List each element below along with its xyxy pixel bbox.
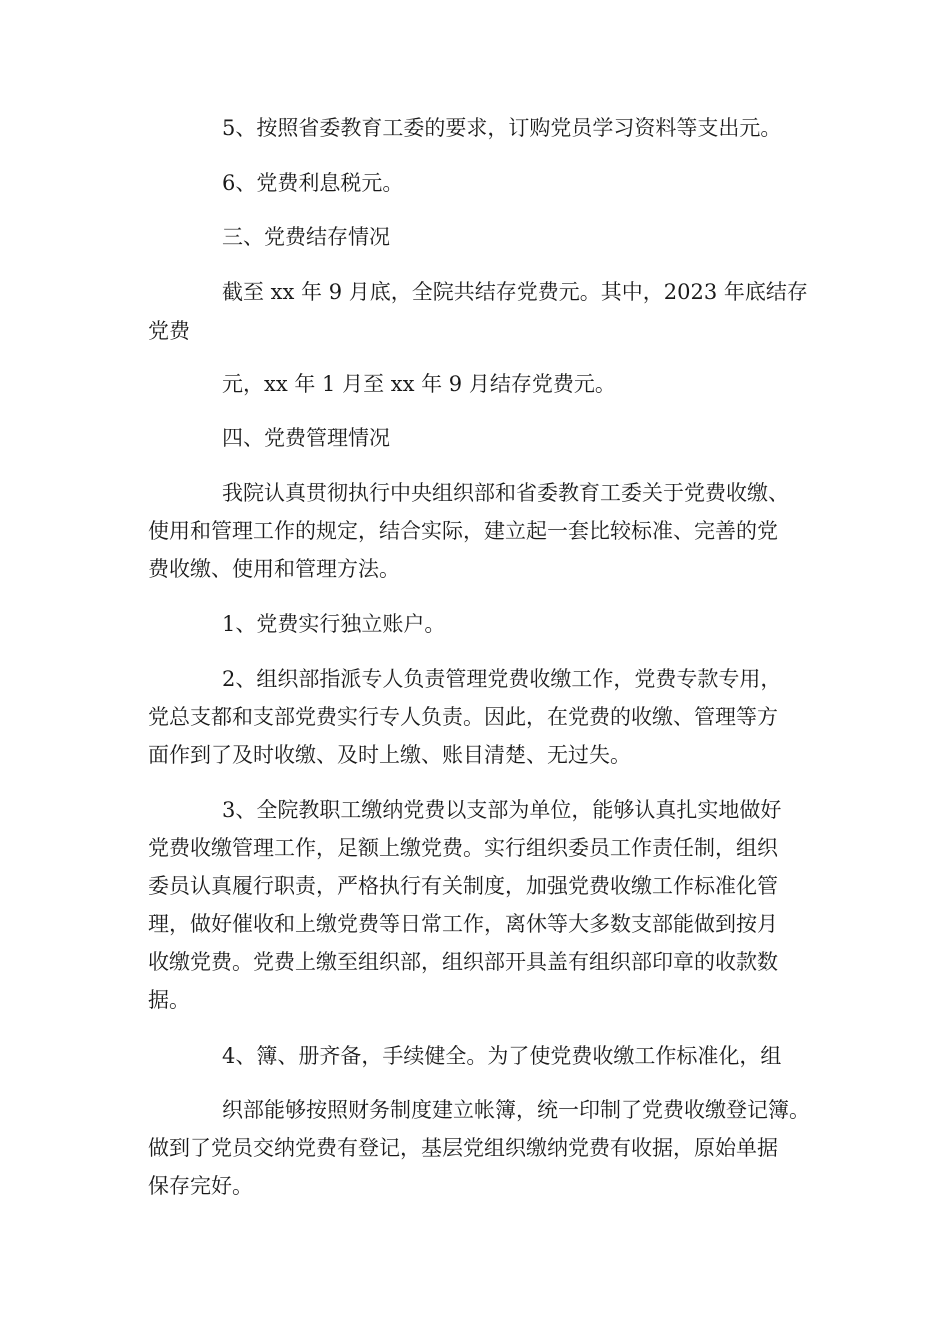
text-line: 5、按照省委教育工委的要求，订购党员学习资料等支出元。 [222, 116, 782, 140]
text-line: 党费收缴管理工作，足额上缴党费。实行组织委员工作责任制，组织 [148, 836, 778, 860]
text-line: 党费 [148, 319, 190, 343]
text-line: 元，xx 年 1 月至 xx 年 9 月结存党费元。 [222, 372, 616, 396]
text-line: 保存完好。 [148, 1174, 253, 1198]
text-line: 据。 [148, 988, 190, 1012]
text-line: 使用和管理工作的规定，结合实际，建立起一套比较标准、完善的党 [148, 519, 778, 543]
text-line: 4、簿、册齐备，手续健全。为了使党费收缴工作标准化，组 [222, 1044, 782, 1068]
text-line: 我院认真贯彻执行中央组织部和省委教育工委关于党费收缴、 [222, 481, 789, 505]
text-line: 6、党费利息税元。 [222, 171, 404, 195]
text-line: 做到了党员交纳党费有登记，基层党组织缴纳党费有收据，原始单据 [148, 1136, 778, 1160]
section-heading: 四、党费管理情况 [222, 426, 390, 450]
text-line: 党总支都和支部党费实行专人负责。因此，在党费的收缴、管理等方 [148, 705, 778, 729]
text-line: 3、全院教职工缴纳党费以支部为单位，能够认真扎实地做好 [222, 798, 782, 822]
text-line: 收缴党费。党费上缴至组织部，组织部开具盖有组织部印章的收款数 [148, 950, 778, 974]
text-line: 理，做好催收和上缴党费等日常工作，离休等大多数支部能做到按月 [148, 912, 778, 936]
text-line: 截至 xx 年 9 月底，全院共结存党费元。其中，2023 年底结存 [222, 280, 808, 304]
text-line: 面作到了及时收缴、及时上缴、账目清楚、无过失。 [148, 743, 631, 767]
text-line: 织部能够按照财务制度建立帐簿，统一印制了党费收缴登记簿。 [222, 1098, 810, 1122]
text-line: 委员认真履行职责，严格执行有关制度，加强党费收缴工作标准化管 [148, 874, 778, 898]
section-heading: 三、党费结存情况 [222, 225, 390, 249]
text-line: 1、党费实行独立账户。 [222, 612, 446, 636]
text-line: 2、组织部指派专人负责管理党费收缴工作，党费专款专用， [222, 667, 782, 691]
text-line: 费收缴、使用和管理方法。 [148, 557, 400, 581]
